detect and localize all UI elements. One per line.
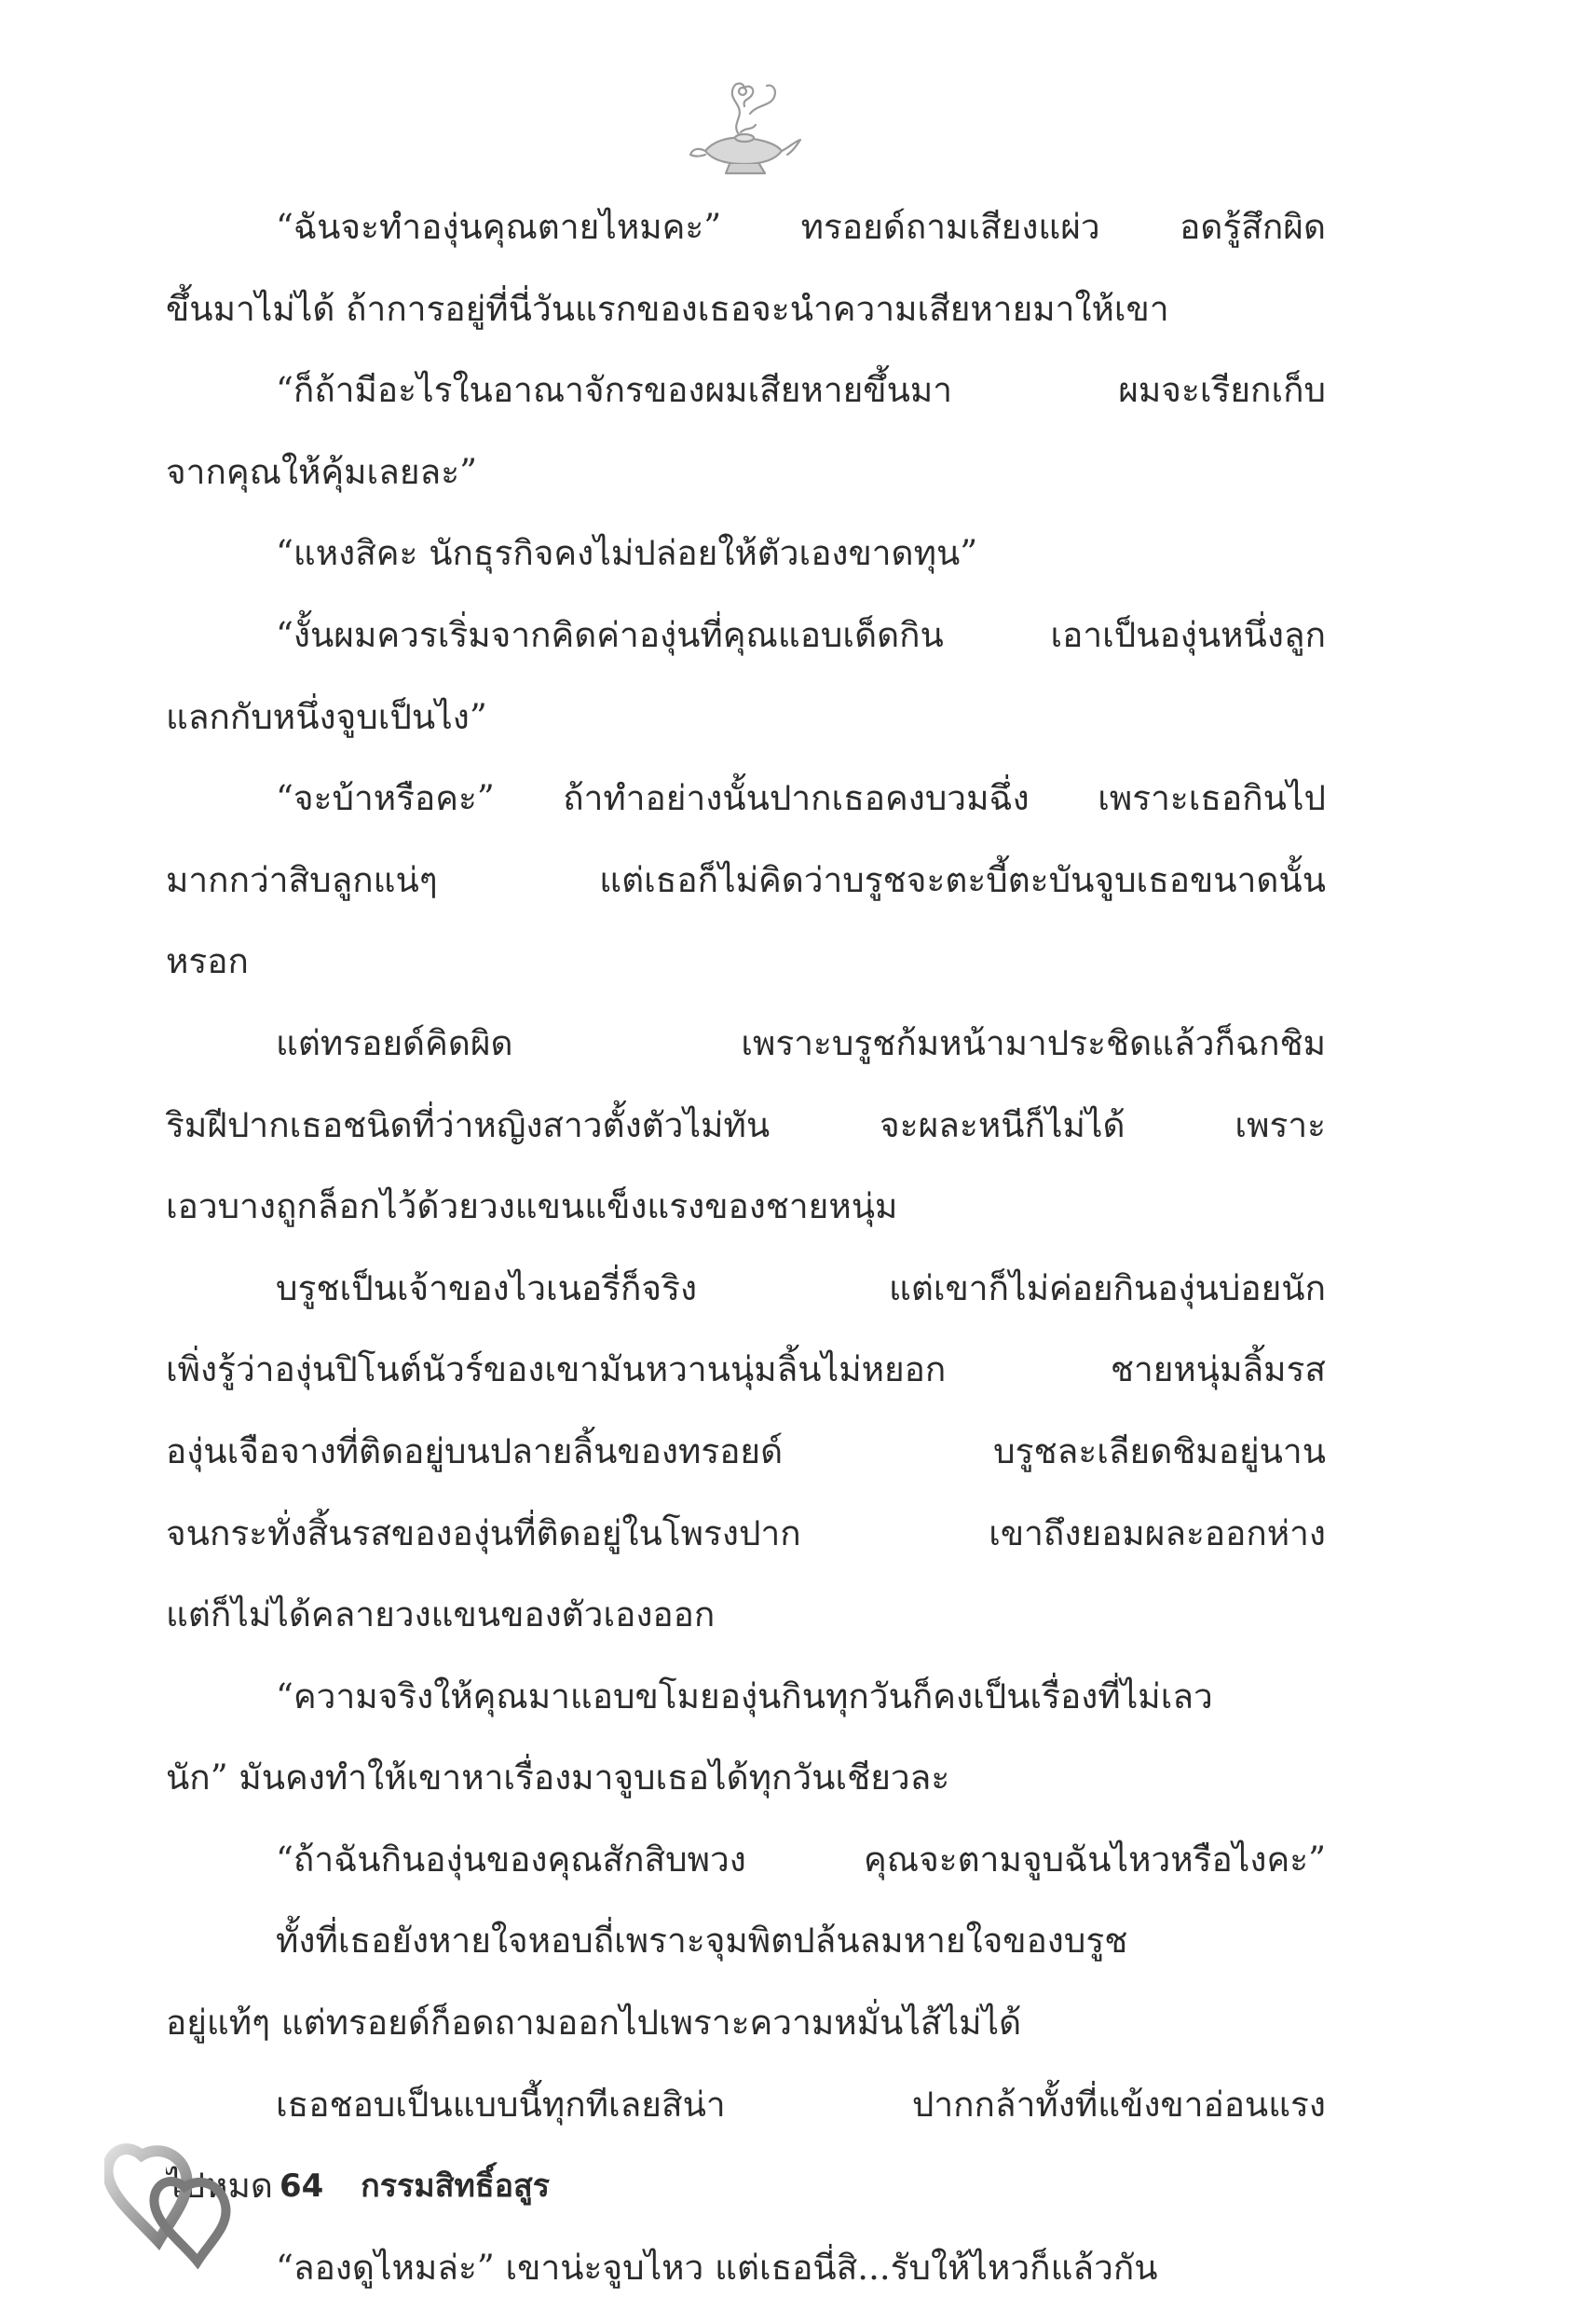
text-line: แต่ทรอยด์คิดผิด เพราะบรูชก้มหน้ามาประชิดแล้วก็ฉกชิม [276,1022,1326,1063]
text-line: จากคุณให้คุ้มเลยละ” [166,451,477,492]
text-line: อยู่แท้ๆ แต่ทรอยด์ก็อดถามออกไปเพราะความหมั่นไส้ไม่ได้ [166,2003,1022,2044]
text-line: เธอชอบเป็นแบบนี้ทุกทีเลยสิน่า ปากกล้าทั้งที่แข้งขาอ่อนแรง [276,2084,1326,2125]
text-line: นัก” มันคงทำให้เขาหาเรื่องมาจูบเธอได้ทุกวันเชียวละ [166,1757,950,1798]
text-line: ขึ้นมาไม่ได้ ถ้าการอยู่ที่นี่วันแรกของเธอจะนำความเสียหายมาให้เขา [166,288,1169,329]
text-line: แลกกับหนึ่งจูบเป็นไง” [166,696,487,737]
text-line: “งั้นผมควรเริ่มจากคิดค่าองุ่นที่คุณแอบเด็ดกิน เอาเป็นองุ่นหนึ่งลูก [276,614,1326,655]
text-line: มากกว่าสิบลูกแน่ๆ แต่เธอก็ไม่คิดว่าบรูชจะตะบี้ตะบันจูบเธอขนาดนั้น [166,859,1326,900]
text-line: องุ่นเจือจางที่ติดอยู่บนปลายลิ้นของทรอยด์ บรูชละเลียดชิมอยู่นาน [166,1430,1326,1471]
text-line: “จะบ้าหรือคะ” ถ้าทำอย่างนั้นปากเธอคงบวมฉึ่ง เพราะเธอกินไป [276,778,1326,819]
text-line: ทั้งที่เธอยังหายใจหอบถี่เพราะจุมพิตปล้นลมหายใจของบรูช [276,1921,1128,1962]
hearts-icon [104,2129,244,2269]
text-line: “ฉันจะทำองุ่นคุณตายไหมคะ” ทรอยด์ถามเสียงแผ่ว อดรู้สึกผิด [276,207,1326,247]
text-line: หรอก [166,941,249,982]
text-line: แต่ก็ไม่ได้คลายวงแขนของตัวเองออก [166,1594,716,1635]
text-line: “ถ้าฉันกินองุ่นของคุณสักสิบพวง คุณจะตามจูบฉันไหวหรือไงคะ” [276,1839,1326,1880]
text-line: “ความจริงให้คุณมาแอบขโมยองุ่นกินทุกวันก็คงเป็นเรื่องที่ไม่เลว [276,1675,1213,1716]
page-number: 64 [280,2167,324,2205]
genie-lamp-icon [685,76,806,179]
text-line: จนกระทั่งสิ้นรสขององุ่นที่ติดอยู่ในโพรงปาก เขาถึงยอมผละออกห่าง [166,1512,1326,1553]
text-line: “ลองดูไหมล่ะ” เขาน่ะจูบไหว แต่เธอนี่สิ...รับให้ไหวก็แล้วกัน [276,2247,1158,2288]
text-line: เพิ่งรู้ว่าองุ่นปิโนต์นัวร์ของเขามันหวานนุ่มลิ้นไม่หยอก ชายหนุ่มลิ้มรส [166,1349,1326,1390]
text-line: เอวบางถูกล็อกไว้ด้วยวงแขนแข็งแรงของชายหนุ่ม [166,1186,898,1227]
book-title: กรรมสิทธิ์อสูร [361,2167,551,2205]
text-line: ริมฝีปากเธอชนิดที่ว่าหญิงสาวตั้งตัวไม่ทัน จะผละหนีก็ไม่ได้ เพราะ [166,1104,1326,1145]
text-line: “ก็ถ้ามีอะไรในอาณาจักรของผมเสียหายขึ้นมา ผมจะเรียกเก็บ [276,370,1326,411]
page-footer [280,2160,550,2210]
text-line: บรูชเป็นเจ้าของไวเนอรี่ก็จริง แต่เขาก็ไม่ค่อยกินองุ่นบ่อยนัก [276,1267,1326,1308]
body-text [166,186,1326,2308]
text-line: “แหงสิคะ นักธุรกิจคงไม่ปล่อยให้ตัวเองขาดทุน” [276,533,978,574]
text-line: ไปหมด [166,2166,273,2207]
